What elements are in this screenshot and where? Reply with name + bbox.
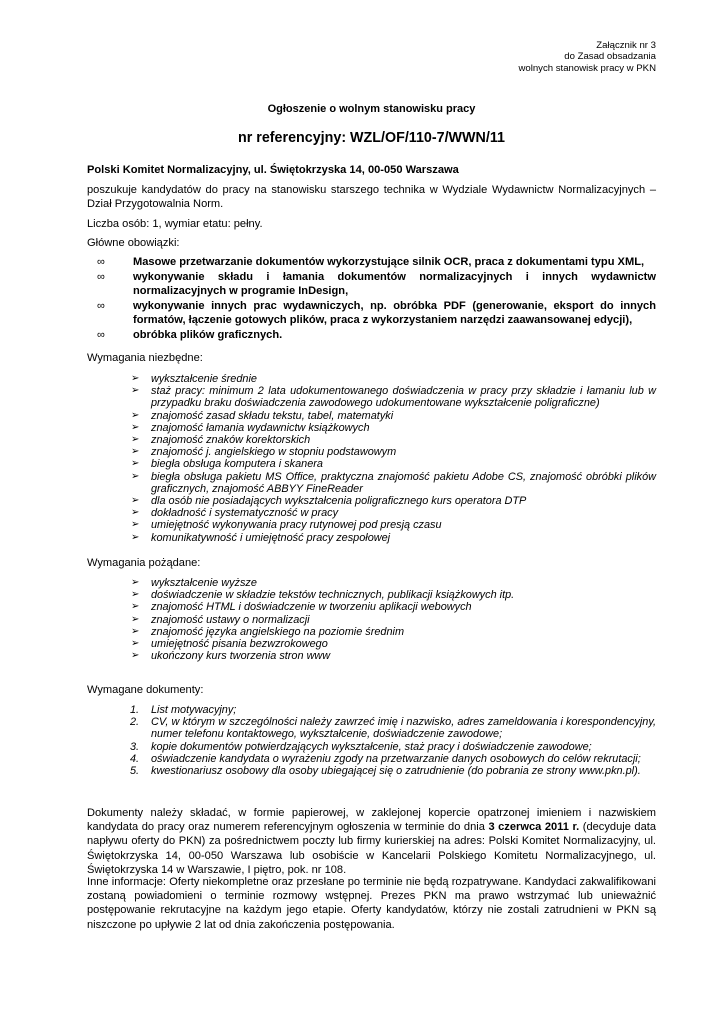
document-item (87, 741, 656, 753)
required-item (87, 532, 656, 544)
desired-item-text: znajomość ustawy o normalizacji (151, 613, 310, 626)
desired-item-text: wykształcenie wyższe (151, 577, 257, 589)
desired-item-text: doświadczenie w składzie tekstów technicznych, publikacji książkowych itp. (151, 589, 515, 602)
required-item-text: znajomość znaków korektorskich (151, 434, 311, 447)
duty-item (87, 270, 656, 299)
other-info-paragraph: Inne informacje: Oferty niekompletne oraz przesłane po terminie nie będą rozpatrywane. Kandydaci zakwalifikowani zostaną powiadomieni o terminie rozmowy wstępnej. Prezes PKN ma prawo wstrzymać lub unieważnić postępowanie rekrutacyjne na każdym jego etapie. Oferty kandydatów, którzy nie zostali zatrudnieni w PKN są niszczone po upływie 2 lat od dnia zakończenia postępowania. (87, 876, 656, 931)
desired-item (87, 638, 656, 650)
required-item (87, 385, 656, 409)
positions-line: Liczba osób: 1, wymiar etatu: pełny. (87, 218, 263, 230)
submission-deadline: 3 czerwca 2011 r. (488, 821, 580, 834)
annex-line-3: wolnych stanowisk pracy w PKN (518, 62, 656, 74)
document-item-number: 2. (130, 716, 140, 729)
document-item-text: CV, w którym w szczególności należy zawrzeć imię i nazwisko, adres zameldowania i korespondencyjny, numer telefonu kontaktowego, wykształcenie, doświadczenie zawodowe; (151, 716, 656, 741)
desired-item-text: umiejętność pisania bezwzrokowego (151, 638, 328, 651)
documents-heading: Wymagane dokumenty: (87, 684, 204, 696)
required-item (87, 519, 656, 531)
document-item-text: List motywacyjny; (151, 704, 237, 716)
duty-item (87, 255, 656, 270)
document-item-number: 5. (130, 765, 140, 778)
arrow-bullet-icon: ➢ (131, 625, 140, 637)
desired-item (87, 614, 656, 626)
required-item-text: biegła obsługa komputera i skanera (151, 458, 323, 471)
arrow-bullet-icon: ➢ (131, 421, 140, 433)
arrow-bullet-icon: ➢ (131, 507, 140, 519)
arrow-bullet-icon: ➢ (131, 373, 140, 384)
required-item (87, 446, 656, 458)
arrow-bullet-icon: ➢ (131, 650, 140, 662)
arrow-bullet-icon: ➢ (131, 434, 140, 446)
duties-list (87, 255, 656, 342)
required-item (87, 495, 656, 507)
required-item (87, 410, 656, 422)
reference-number: nr referencyjny: WZL/OF/110-7/WWN/11 (238, 130, 505, 146)
desired-heading: Wymagania pożądane: (87, 557, 201, 569)
required-item-text: staż pracy: minimum 2 lata udokumentowanego doświadczenia w pracy przy składzie i łamaniu lub w przypadku braku doświadczenia zawodowego udokumentowane wykształcenie poligraficzne) (151, 385, 656, 410)
document-item (87, 704, 656, 716)
arrow-bullet-icon: ➢ (131, 519, 140, 531)
required-item-text: znajomość łamania wydawnictw książkowych (151, 421, 370, 434)
submission-text-before: Dokumenty należy składać, w formie papierowej, w zaklejonej kopercie opatrzonej imieniem i nazwiskiem kandydata do pracy oraz numerem referencyjnym ogłoszenia w terminie do dnia (87, 807, 656, 834)
annex-line-2: do Zasad obsadzania (564, 51, 656, 63)
required-item (87, 507, 656, 519)
required-item-text: znajomość j. angielskiego w stopniu podstawowym (151, 446, 397, 459)
document-item-number: 4. (130, 752, 140, 765)
documents-list (87, 704, 656, 777)
arrow-bullet-icon: ➢ (131, 589, 140, 601)
arrow-bullet-icon: ➢ (131, 409, 140, 421)
duty-item (87, 299, 656, 328)
submission-paragraph (87, 806, 656, 877)
desired-list (87, 577, 656, 662)
required-item-text: dla osób nie posiadających wykształcenia poligraficznego kurs operatora DTP (151, 495, 527, 508)
desired-item-text: znajomość języka angielskiego na poziomie średnim (151, 625, 405, 638)
required-heading: Wymagania niezbędne: (87, 352, 203, 364)
bullet-icon: ∞ (97, 328, 105, 341)
required-item-text: znajomość zasad składu tekstu, tabel, matematyki (151, 409, 394, 422)
arrow-bullet-icon: ➢ (131, 385, 140, 397)
desired-item (87, 601, 656, 613)
arrow-bullet-icon: ➢ (131, 470, 140, 482)
desired-item (87, 577, 656, 589)
document-item (87, 753, 656, 765)
submission-text-after: (decyduje data napływu oferty do PKN) za pośrednictwem poczty lub firmy kurierskiej na adres: Polski Komitet Normalizacyjny, ul. Świętokrzyska 14, 00-050 Warszawa lub osobiście w Kancelarii Polskiego Komitetu Normalizacyjnego, ul. Świętokrzyska 14 w Warszawie, I piętro, pok. nr 108. (87, 821, 656, 876)
required-item-text: biegła obsługa pakietu MS Office, praktyczna znajomość pakietu Adobe CS, znajomość obróbki plików graficznych, znajomość ABBYY FineReader (151, 470, 656, 495)
document-title: Ogłoszenie o wolnym stanowisku pracy (267, 103, 476, 115)
required-item (87, 471, 656, 495)
required-list (87, 373, 656, 544)
duty-item (87, 328, 656, 343)
duties-heading: Główne obowiązki: (87, 237, 180, 249)
arrow-bullet-icon: ➢ (131, 458, 140, 470)
document-item-number: 3. (130, 740, 140, 753)
required-item-text: umiejętność wykonywania pracy rutynowej pod presją czasu (151, 519, 442, 532)
arrow-bullet-icon: ➢ (131, 577, 140, 588)
document-item-number: 1. (130, 704, 140, 716)
annex-line-1: Załącznik nr 3 (596, 40, 656, 51)
required-item (87, 434, 656, 446)
document-item-text: kwestionariusz osobowy dla osoby ubiegającej się o zatrudnienie (do pobrania ze strony www.pkn.pl). (151, 765, 641, 778)
required-item (87, 422, 656, 434)
document-item (87, 716, 656, 740)
desired-item (87, 589, 656, 601)
document-item-text: oświadczenie kandydata o wyrażeniu zgody na przetwarzanie danych osobowych do celów rekrutacji; (151, 752, 641, 765)
employer-line: Polski Komitet Normalizacyjny, ul. Świętokrzyska 14, 00-050 Warszawa (87, 164, 459, 176)
duty-item-text: obróbka plików graficznych. (133, 328, 283, 341)
arrow-bullet-icon: ➢ (131, 638, 140, 650)
required-item (87, 373, 656, 385)
desired-item-text: znajomość HTML i doświadczenie w tworzeniu aplikacji webowych (151, 601, 472, 614)
duty-item-text: wykonywanie innych prac wydawniczych, np. obróbka PDF (generowanie, eksport do innych formatów, łączenie gotowych plików, praca z wykorzystaniem narzędzi zaawansowanej edycji), (133, 299, 656, 326)
annex-note (518, 40, 656, 74)
duty-item-text: wykonywanie składu i łamania dokumentów normalizacyjnych i innych wydawnictw normalizacyjnych w programie InDesign, (133, 270, 656, 297)
required-item (87, 458, 656, 470)
desired-item (87, 650, 656, 662)
required-item-text: wykształcenie średnie (151, 373, 257, 385)
bullet-icon: ∞ (97, 256, 105, 268)
arrow-bullet-icon: ➢ (131, 613, 140, 625)
duty-item-text: Masowe przetwarzanie dokumentów wykorzystujące silnik OCR, praca z dokumentami typu XML, (133, 256, 645, 268)
desired-item-text: ukończony kurs tworzenia stron www (151, 650, 331, 663)
bullet-icon: ∞ (97, 299, 105, 312)
arrow-bullet-icon: ➢ (131, 601, 140, 613)
document-item-text: kopie dokumentów potwierdzających wykształcenie, staż pracy i doświadczenie zawodowe; (151, 740, 592, 753)
required-item-text: komunikatywność i umiejętność pracy zespołowej (151, 531, 391, 544)
arrow-bullet-icon: ➢ (131, 495, 140, 507)
arrow-bullet-icon: ➢ (131, 531, 140, 543)
arrow-bullet-icon: ➢ (131, 446, 140, 458)
intro-paragraph: poszukuje kandydatów do pracy na stanowisku starszego technika w Wydziale Wydawnictw Normalizacyjnych – Dział Przygotowalnia Norm. (87, 184, 656, 211)
required-item-text: dokładność i systematyczność w pracy (151, 507, 339, 520)
document-item (87, 765, 656, 777)
bullet-icon: ∞ (97, 270, 105, 283)
desired-item (87, 626, 656, 638)
